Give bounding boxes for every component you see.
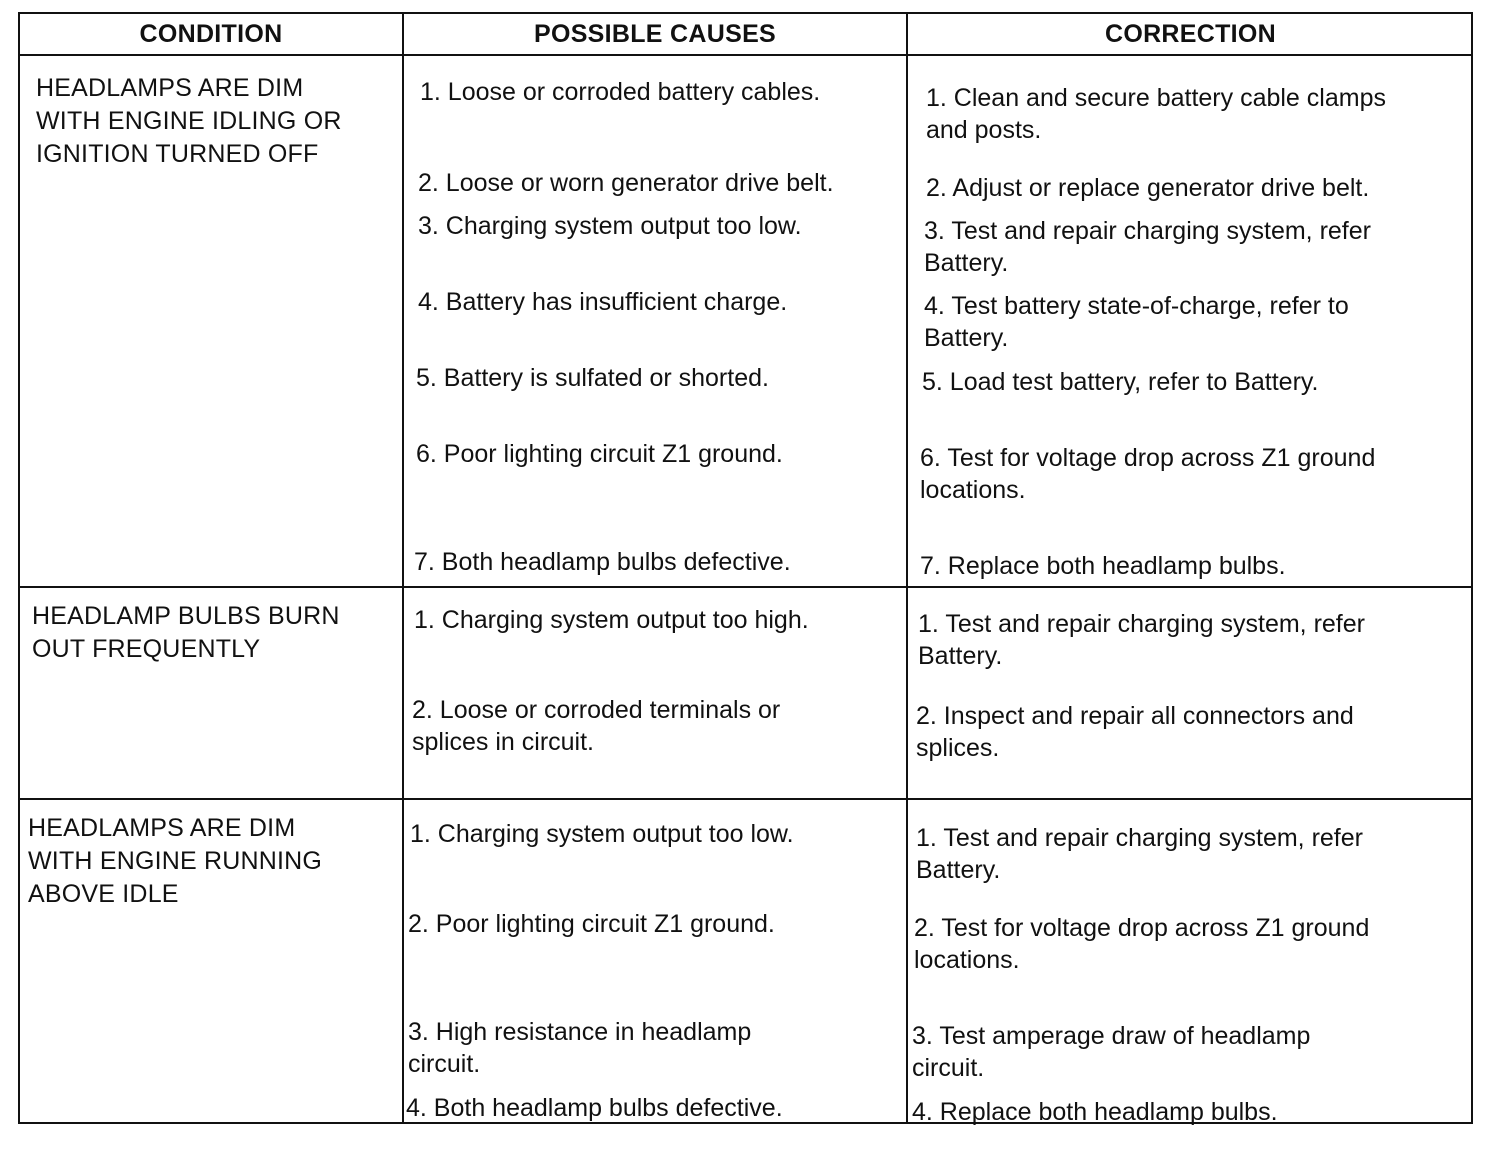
correction-item: 4. Replace both headlamp bulbs. xyxy=(912,1098,1278,1126)
header-condition: CONDITION xyxy=(139,19,283,48)
correction-item: 1. Test and repair charging system, refer Battery. xyxy=(918,610,1365,670)
row-divider xyxy=(20,586,1471,588)
column-divider xyxy=(402,14,404,1122)
correction-item: 7. Replace both headlamp bulbs. xyxy=(920,552,1286,580)
correction-item: 3. Test amperage draw of headlamp circuit. xyxy=(912,1022,1311,1082)
diagnosis-table xyxy=(18,12,1473,1124)
correction-item: 1. Clean and secure battery cable clamps and posts. xyxy=(926,84,1386,144)
header-divider xyxy=(20,54,1471,56)
cause-item: 5. Battery is sulfated or shorted. xyxy=(416,364,769,392)
cause-item: 3. Charging system output too low. xyxy=(418,212,802,240)
cause-item: 4. Battery has insufficient charge. xyxy=(418,288,788,316)
condition-cell: HEADLAMPS ARE DIM WITH ENGINE IDLING OR IGNITION TURNED OFF xyxy=(36,74,342,168)
correction-item: 4. Test battery state-of-charge, refer to Battery. xyxy=(924,292,1349,352)
condition-cell: HEADLAMP BULBS BURN OUT FREQUENTLY xyxy=(32,602,340,663)
cause-item: 4. Both headlamp bulbs defective. xyxy=(406,1094,783,1122)
cause-item: 7. Both headlamp bulbs defective. xyxy=(414,548,791,576)
cause-item: 1. Charging system output too high. xyxy=(414,606,809,634)
header-correction: CORRECTION xyxy=(1104,19,1277,48)
correction-item: 6. Test for voltage drop across Z1 ground locations. xyxy=(920,444,1376,504)
cause-item: 1. Charging system output too low. xyxy=(410,820,794,848)
cause-item: 2. Loose or corroded terminals or splices in circuit. xyxy=(412,696,781,756)
correction-item: 1. Test and repair charging system, refer Battery. xyxy=(916,824,1363,884)
correction-item: 5. Load test battery, refer to Battery. xyxy=(922,368,1319,396)
cause-item: 2. Loose or worn generator drive belt. xyxy=(418,169,834,197)
correction-item: 2. Test for voltage drop across Z1 ground locations. xyxy=(914,914,1370,974)
header-possible-causes: POSSIBLE CAUSES xyxy=(533,19,777,48)
column-divider xyxy=(906,14,908,1122)
correction-item: 2. Adjust or replace generator drive belt. xyxy=(926,174,1370,202)
correction-item: 2. Inspect and repair all connectors and splices. xyxy=(916,702,1354,762)
cause-item: 6. Poor lighting circuit Z1 ground. xyxy=(416,440,783,468)
cause-item: 1. Loose or corroded battery cables. xyxy=(420,78,821,106)
correction-item: 3. Test and repair charging system, refer Battery. xyxy=(924,217,1371,277)
cause-item: 3. High resistance in headlamp circuit. xyxy=(408,1018,752,1078)
cause-item: 2. Poor lighting circuit Z1 ground. xyxy=(408,910,775,938)
row-divider xyxy=(20,798,1471,800)
condition-cell: HEADLAMPS ARE DIM WITH ENGINE RUNNING ABOVE IDLE xyxy=(28,814,323,908)
